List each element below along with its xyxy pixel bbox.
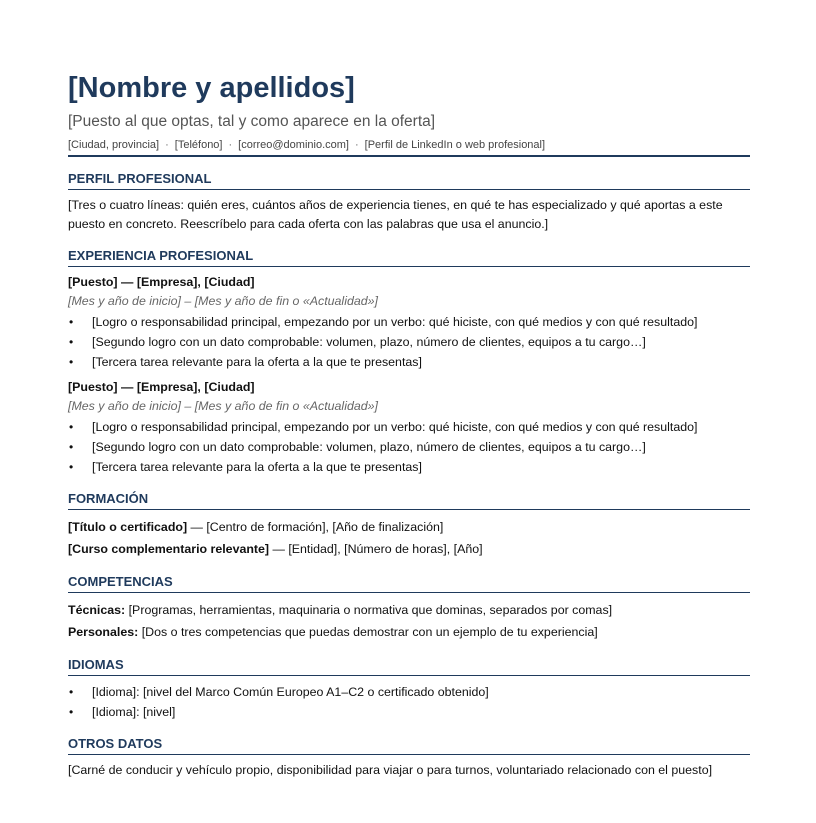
section-profile <box>68 171 750 234</box>
job-heading: [Puesto] — [Empresa], [Ciudad] <box>68 380 255 394</box>
bullet-text: [Logro o responsabilidad principal, empezando por un verbo: qué hiciste, con qué medios y con qué resultado] <box>92 420 698 434</box>
resume-page <box>68 70 750 780</box>
section-languages <box>68 657 750 722</box>
job-bullets <box>68 417 750 477</box>
contact-separator: · <box>165 139 169 151</box>
section-title-profile: PERFIL PROFESIONAL <box>68 171 750 190</box>
bullet-icon: • <box>69 335 74 349</box>
bullet-text: [Tercera tarea relevante para la oferta a la que te presentas] <box>92 460 422 474</box>
list-item <box>68 702 750 722</box>
job-bullets <box>68 312 750 372</box>
profile-text: [Tres o cuatro líneas: quién eres, cuántos años de experiencia tienes, en qué te has especializado y qué aportas a este puesto en concreto. Reescríbelo para cada oferta con las palabras que usa el anuncio.] <box>68 198 723 231</box>
contact-city: [Ciudad, provincia] <box>68 139 160 151</box>
contact-line <box>68 138 750 157</box>
bullet-text: [Tercera tarea relevante para la oferta a la que te presentas] <box>92 355 422 369</box>
education-degree: [Curso complementario relevante] <box>68 542 270 556</box>
bullet-text: [Logro o responsabilidad principal, empezando por un verbo: qué hiciste, con qué medios y con qué resultado] <box>92 315 698 329</box>
other-text: [Carné de conducir y vehículo propio, disponibilidad para viajar o para turnos, voluntariado relacionado con el puesto] <box>68 763 713 777</box>
section-other <box>68 736 750 780</box>
list-item <box>68 417 750 437</box>
language-list <box>68 682 750 722</box>
job-entry-2 <box>68 378 750 477</box>
section-title-languages: IDIOMAS <box>68 657 750 676</box>
bullet-icon: • <box>69 420 74 434</box>
skill-label: Personales: <box>68 625 139 639</box>
bullet-icon: • <box>69 685 74 699</box>
list-item <box>68 312 750 332</box>
skill-label: Técnicas: <box>68 603 126 617</box>
language-text: [Idioma]: [nivel del Marco Común Europeo A1–C2 o certificado obtenido] <box>92 685 489 699</box>
section-education <box>68 491 750 560</box>
job-dates: [Mes y año de inicio] – [Mes y año de fin o «Actualidad»] <box>68 399 378 413</box>
list-item <box>68 332 750 352</box>
job-dates: [Mes y año de inicio] – [Mes y año de fin o «Actualidad»] <box>68 294 378 308</box>
job-heading: [Puesto] — [Empresa], [Ciudad] <box>68 275 255 289</box>
list-item <box>68 437 750 457</box>
bullet-text: [Segundo logro con un dato comprobable: volumen, plazo, número de clientes, equipos a tu cargo…] <box>92 440 646 454</box>
section-title-skills: COMPETENCIAS <box>68 574 750 593</box>
education-item <box>68 516 750 538</box>
skill-details: [Programas, herramientas, maquinaria o normativa que dominas, separados por comas] <box>125 603 613 617</box>
contact-separator: · <box>354 139 359 151</box>
contact-email: [correo@dominio.com] <box>238 139 349 151</box>
contact-linkedin: [Perfil de LinkedIn o web profesional] <box>364 139 546 151</box>
bullet-icon: • <box>69 705 74 719</box>
section-experience <box>68 248 750 477</box>
education-details: — [Centro de formación], [Año de finalización] <box>187 520 444 534</box>
skill-item <box>68 599 750 621</box>
contact-phone: [Teléfono] <box>174 139 223 151</box>
bullet-icon: • <box>69 355 74 369</box>
bullet-icon: • <box>69 460 74 474</box>
job-entry-1 <box>68 273 750 372</box>
language-text: [Idioma]: [nivel] <box>92 705 176 719</box>
list-item <box>68 457 750 477</box>
candidate-name: [Nombre y apellidos] <box>68 72 355 104</box>
bullet-icon: • <box>69 315 74 329</box>
bullet-icon: • <box>69 440 74 454</box>
education-degree: [Título o certificado] <box>68 520 188 534</box>
education-item <box>68 538 750 560</box>
section-skills <box>68 574 750 643</box>
target-position: [Puesto al que optas, tal y como aparece en la oferta] <box>68 113 436 130</box>
bullet-text: [Segundo logro con un dato comprobable: volumen, plazo, número de clientes, equipos a tu cargo…] <box>92 335 646 349</box>
skill-item <box>68 621 750 643</box>
section-title-experience: EXPERIENCIA PROFESIONAL <box>68 248 750 267</box>
education-details: — [Entidad], [Número de horas], [Año] <box>269 542 483 556</box>
skill-details: [Dos o tres competencias que puedas demostrar con un ejemplo de tu experiencia] <box>138 625 598 639</box>
section-title-education: FORMACIÓN <box>68 491 750 510</box>
contact-separator: · <box>228 139 233 151</box>
list-item <box>68 682 750 702</box>
list-item <box>68 352 750 372</box>
section-title-other: OTROS DATOS <box>68 736 750 755</box>
